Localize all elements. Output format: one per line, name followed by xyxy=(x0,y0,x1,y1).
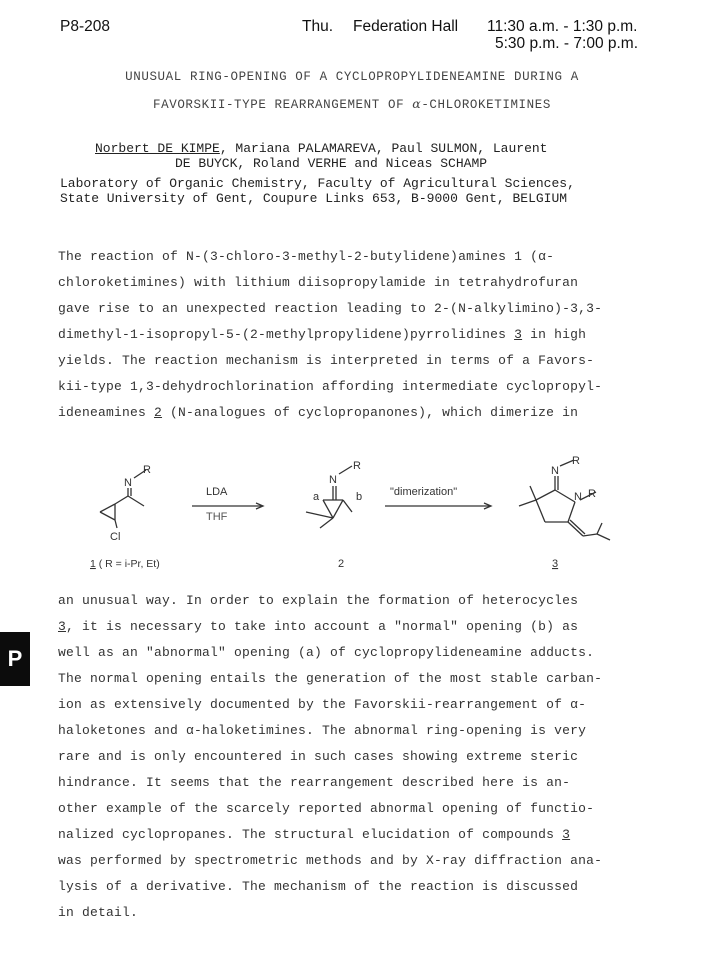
para1-text: ideneamines xyxy=(58,405,155,420)
compound-1-label: 1 ( R = i-Pr, Et) xyxy=(90,558,160,570)
session-day: Thu. xyxy=(302,18,334,35)
compound-3-structure xyxy=(519,460,610,540)
section-tab: P xyxy=(0,632,30,686)
para2-line xyxy=(58,827,570,842)
para2-line xyxy=(58,619,578,634)
session-code: P8-208 xyxy=(60,18,110,35)
affiliation-line-2: State University of Gent, Coupure Links 653, B-9000 Gent, BELGIUM xyxy=(60,191,568,206)
para1-line: kii-type 1,3-dehydrochlorination affording intermediate cyclopropyl- xyxy=(58,379,603,394)
affiliation-line-1: Laboratory of Organic Chemistry, Faculty of Agricultural Sciences, xyxy=(60,176,575,191)
session-time-2: 5:30 p.m. - 7:00 p.m. xyxy=(495,35,639,52)
para1-line xyxy=(58,405,578,420)
compound-ref: 3 xyxy=(562,827,571,842)
authors-line-1-rest: , Mariana PALAMAREVA, Paul SULMON, Laurent xyxy=(219,141,548,156)
para1-line: yields. The reaction mechanism is interpreted in terms of a Favors- xyxy=(58,353,595,368)
para1-line: chloroketimines) with lithium diisopropylamide in tetrahydrofuran xyxy=(58,275,579,290)
compound-1-N: N xyxy=(124,477,132,489)
title-line-2 xyxy=(0,96,704,112)
para1-line: gave rise to an unexpected reaction leading to 2-(N-alkylimino)-3,3- xyxy=(58,301,603,316)
presenting-author: Norbert DE KIMPE xyxy=(95,141,220,156)
session-time-1: 11:30 a.m. - 1:30 p.m. xyxy=(487,18,638,35)
session-location: Federation Hall xyxy=(353,18,459,35)
compound-ref: 3 xyxy=(58,619,67,634)
para2-line: ion as extensively documented by the Favorskii-rearrangement of α- xyxy=(58,697,587,712)
compound-ref: 3 xyxy=(514,327,523,342)
title-alpha: α xyxy=(412,96,422,111)
para2-line: haloketones and α-haloketimines. The abnormal ring-opening is very xyxy=(58,723,587,738)
para2-line: in detail. xyxy=(58,905,139,920)
compound-1-Cl: Cl xyxy=(110,531,121,543)
para1-text: (N-analogues of cyclopropanones), which dimerize in xyxy=(162,405,579,420)
reaction-scheme xyxy=(0,440,704,590)
bond-label-b: b xyxy=(356,491,363,503)
para1-line: The reaction of N-(3-chloro-3-methyl-2-butylidene)amines 1 (α- xyxy=(58,249,555,264)
compound-2-R: R xyxy=(353,460,361,472)
compound-1-R: R xyxy=(143,464,151,476)
para2-text: nalized cyclopropanes. The structural elucidation of compounds xyxy=(58,827,563,842)
para2-line: was performed by spectrometric methods and by X-ray diffraction ana- xyxy=(58,853,603,868)
reagent-thf: THF xyxy=(206,511,228,523)
compound-1-structure xyxy=(100,470,146,528)
para1-line xyxy=(58,327,586,342)
para2-line: an unusual way. In order to explain the formation of heterocycles xyxy=(58,593,579,608)
title-line-2-post: -CHLOROKETIMINES xyxy=(421,98,551,112)
compound-2-N: N xyxy=(329,474,337,486)
compound-3-R-top: R xyxy=(572,455,580,467)
para2-line: lysis of a derivative. The mechanism of the reaction is discussed xyxy=(58,879,579,894)
para1-text: in high xyxy=(522,327,587,342)
para2-line: rare and is only encountered in such cases showing extreme steric xyxy=(58,749,579,764)
compound-3-R-ring: R xyxy=(588,488,596,500)
compound-ref: 2 xyxy=(154,405,163,420)
compound-3-N-ring: N xyxy=(574,491,582,503)
authors-line-1 xyxy=(95,141,547,156)
compound-2-label: 2 xyxy=(338,558,345,570)
para2-line: well as an "abnormal" opening (a) of cyclopropylideneamine adducts. xyxy=(58,645,595,660)
authors-line-2: DE BUYCK, Roland VERHE and Niceas SCHAMP xyxy=(175,156,488,171)
title-line-2-pre: FAVORSKII-TYPE REARRANGEMENT OF xyxy=(153,98,413,112)
compound-3-label: 3 xyxy=(552,558,559,570)
para2-line: hindrance. It seems that the rearrangement described here is an- xyxy=(58,775,571,790)
dimerization-label: "dimerization" xyxy=(390,486,458,498)
para2-line: The normal opening entails the generation of the most stable carban- xyxy=(58,671,603,686)
compound-3-N-top: N xyxy=(551,465,559,477)
bond-label-a: a xyxy=(313,491,320,503)
para2-text: , it is necessary to take into account a "normal" opening (b) as xyxy=(66,619,579,634)
title-line-1: UNUSUAL RING-OPENING OF A CYCLOPROPYLIDENEAMINE DURING A xyxy=(125,70,579,84)
para1-text: dimethyl-1-isopropyl-5-(2-methylpropylidene)pyrrolidines xyxy=(58,327,515,342)
reagent-lda: LDA xyxy=(206,486,228,498)
para2-line: other example of the scarcely reported abnormal opening of functio- xyxy=(58,801,595,816)
